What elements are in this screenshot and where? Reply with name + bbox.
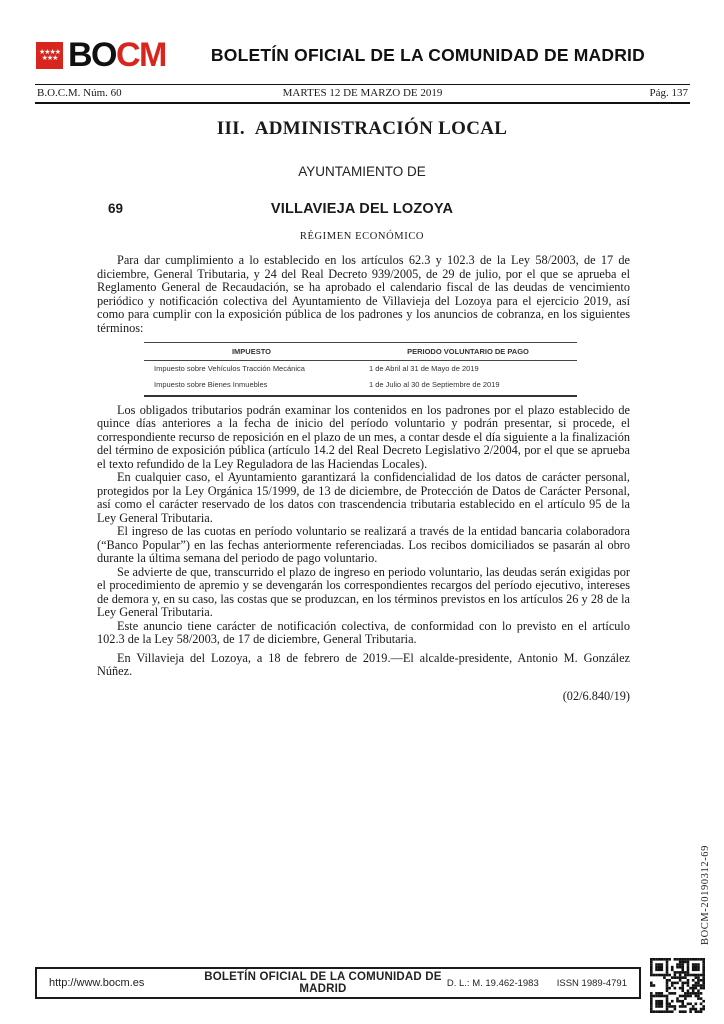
paragraph: En cualquier caso, el Ayuntamiento garantizará la confidencialidad de los datos de carácter personal, protegidos por la Ley Orgánica 15/1999, de 13 de diciembre, de Protección de Datos de Carácter Personal, así como el carácter reservado de los datos con trascendencia tributaria establecido en el artículo 95 de la Ley General Tributaria. — [97, 470, 630, 525]
signature-paragraph: En Villavieja del Lozoya, a 18 de febrero de 2019.—El alcalde-presidente, Antonio M. González Núñez. — [97, 650, 630, 678]
qr-code — [650, 958, 705, 1013]
flag-stars-row1: ★★★★ — [38, 48, 61, 56]
reference-code: (02/6.840/19) — [562, 688, 630, 703]
tax-period: 1 de Julio al 30 de Septiembre de 2019 — [359, 377, 577, 396]
paragraph: El ingreso de las cuotas en período voluntario se realizará a través de la entidad bancaria colaboradora (“Banco Popular”) en las fechas anteriormente referenciadas. Los recibos domiciliados se pasarán al obro durante la última semana del periodo de pago voluntario. — [97, 524, 630, 565]
section-title: III. ADMINISTRACIÓN LOCAL — [216, 118, 508, 139]
deposito-legal: D. L.: M. 19.462-1983 — [446, 977, 539, 989]
tax-name: Impuesto sobre Bienes Inmuebles — [144, 377, 359, 396]
table-row — [144, 377, 577, 396]
paragraph: Se advierte de que, transcurrido el plazo de ingreso en periodo voluntario, las deudas serán exigidas por el procedimiento de apremio y se devengarán los correspondientes recargos del período ejecutivo, intereses de demora y, en su caso, las costas que se produzcan, en los términos previstos en los artículos 26 y 28 de la Ley General Tributaria. — [97, 564, 630, 619]
wordmark-cm: CM — [116, 36, 166, 74]
col-header-periodo: PERIODO VOLUNTARIO DE PAGO — [359, 343, 577, 361]
document-code-vertical: BOCM-20190312-69 — [700, 845, 711, 946]
tax-name: Impuesto sobre Vehículos Tracción Mecánica — [154, 364, 305, 373]
paragraph: Este anuncio tiene carácter de notificación colectiva, de conformidad con lo previsto en el artículo 102.3 de la Ley 58/2003, de 17 de diciembre, General Tributaria. — [97, 618, 630, 646]
issn: ISSN 1989-4791 — [556, 977, 627, 989]
page-number: Pág. 137 — [649, 87, 688, 99]
madrid-flag-icon — [36, 42, 63, 69]
flag-stars-row2: ★★★ — [41, 54, 58, 62]
article-head — [0, 201, 724, 217]
footer-url: http://www.bocm.es — [49, 977, 145, 989]
masthead — [36, 38, 690, 72]
tax-period: 1 de Abril al 31 de Mayo de 2019 — [369, 364, 479, 373]
announcement-number: 69 — [108, 201, 124, 216]
issue-date: MARTES 12 DE MARZO DE 2019 — [282, 87, 443, 99]
paragraph: Para dar cumplimiento a lo establecido en los artículos 62.3 y 102.3 de la Ley 58/2003, de 17 de diciembre, General Tributaria, y 24 del Real Decreto 939/2005, de 29 de julio, por el que se aprueba el Reglamento General de Recaudación, se ha aprobado el calendario fiscal de las deudas de vencimiento periódico y notificación colectiva del Ayuntamiento de Villavieja del Lozoya para el ejercicio 2019, así como para cumplir con la exposición pública de los padrones y los anuncios de cobranza, en los siguientes términos: — [97, 253, 630, 335]
paragraph: Los obligados tributarios podrán examinar los contenidos en los padrones por el plazo establecido de quince días anteriores a la fecha de inicio del período voluntario y podrán presentar, si procede, el correspondiente recurso de reposición en el plazo de un mes, a contar desde el día siguiente a la finalización del término de exposición pública (artículo 14.2 del Real Decreto Legislativo 2/2004, por el que se aprueba el texto refundido de la Ley Reguladora de las Haciendas Locales). — [97, 402, 630, 471]
meta-row — [35, 84, 690, 104]
fiscal-calendar-table — [144, 342, 577, 397]
footer-legal — [447, 978, 627, 989]
footer-title: BOLETÍN OFICIAL DE LA COMUNIDAD DE MADRID — [204, 971, 442, 995]
subject-line: RÉGIMEN ECONÓMICO — [299, 231, 425, 242]
table-header-row — [144, 343, 577, 361]
table-row — [144, 360, 577, 377]
bocm-wordmark — [68, 38, 166, 72]
bocm-logo — [36, 38, 166, 72]
announcement-body — [97, 254, 630, 703]
wordmark-bo: BO — [68, 36, 116, 74]
org-line: AYUNTAMIENTO DE — [298, 164, 426, 179]
issue-number: B.O.C.M. Núm. 60 — [37, 87, 122, 99]
municipality-title: VILLAVIEJA DEL LOZOYA — [270, 201, 454, 217]
footer-bar — [35, 967, 641, 999]
gazette-title: BOLETÍN OFICIAL DE LA COMUNIDAD DE MADRID — [210, 44, 645, 65]
col-header-impuesto: IMPUESTO — [144, 343, 359, 361]
